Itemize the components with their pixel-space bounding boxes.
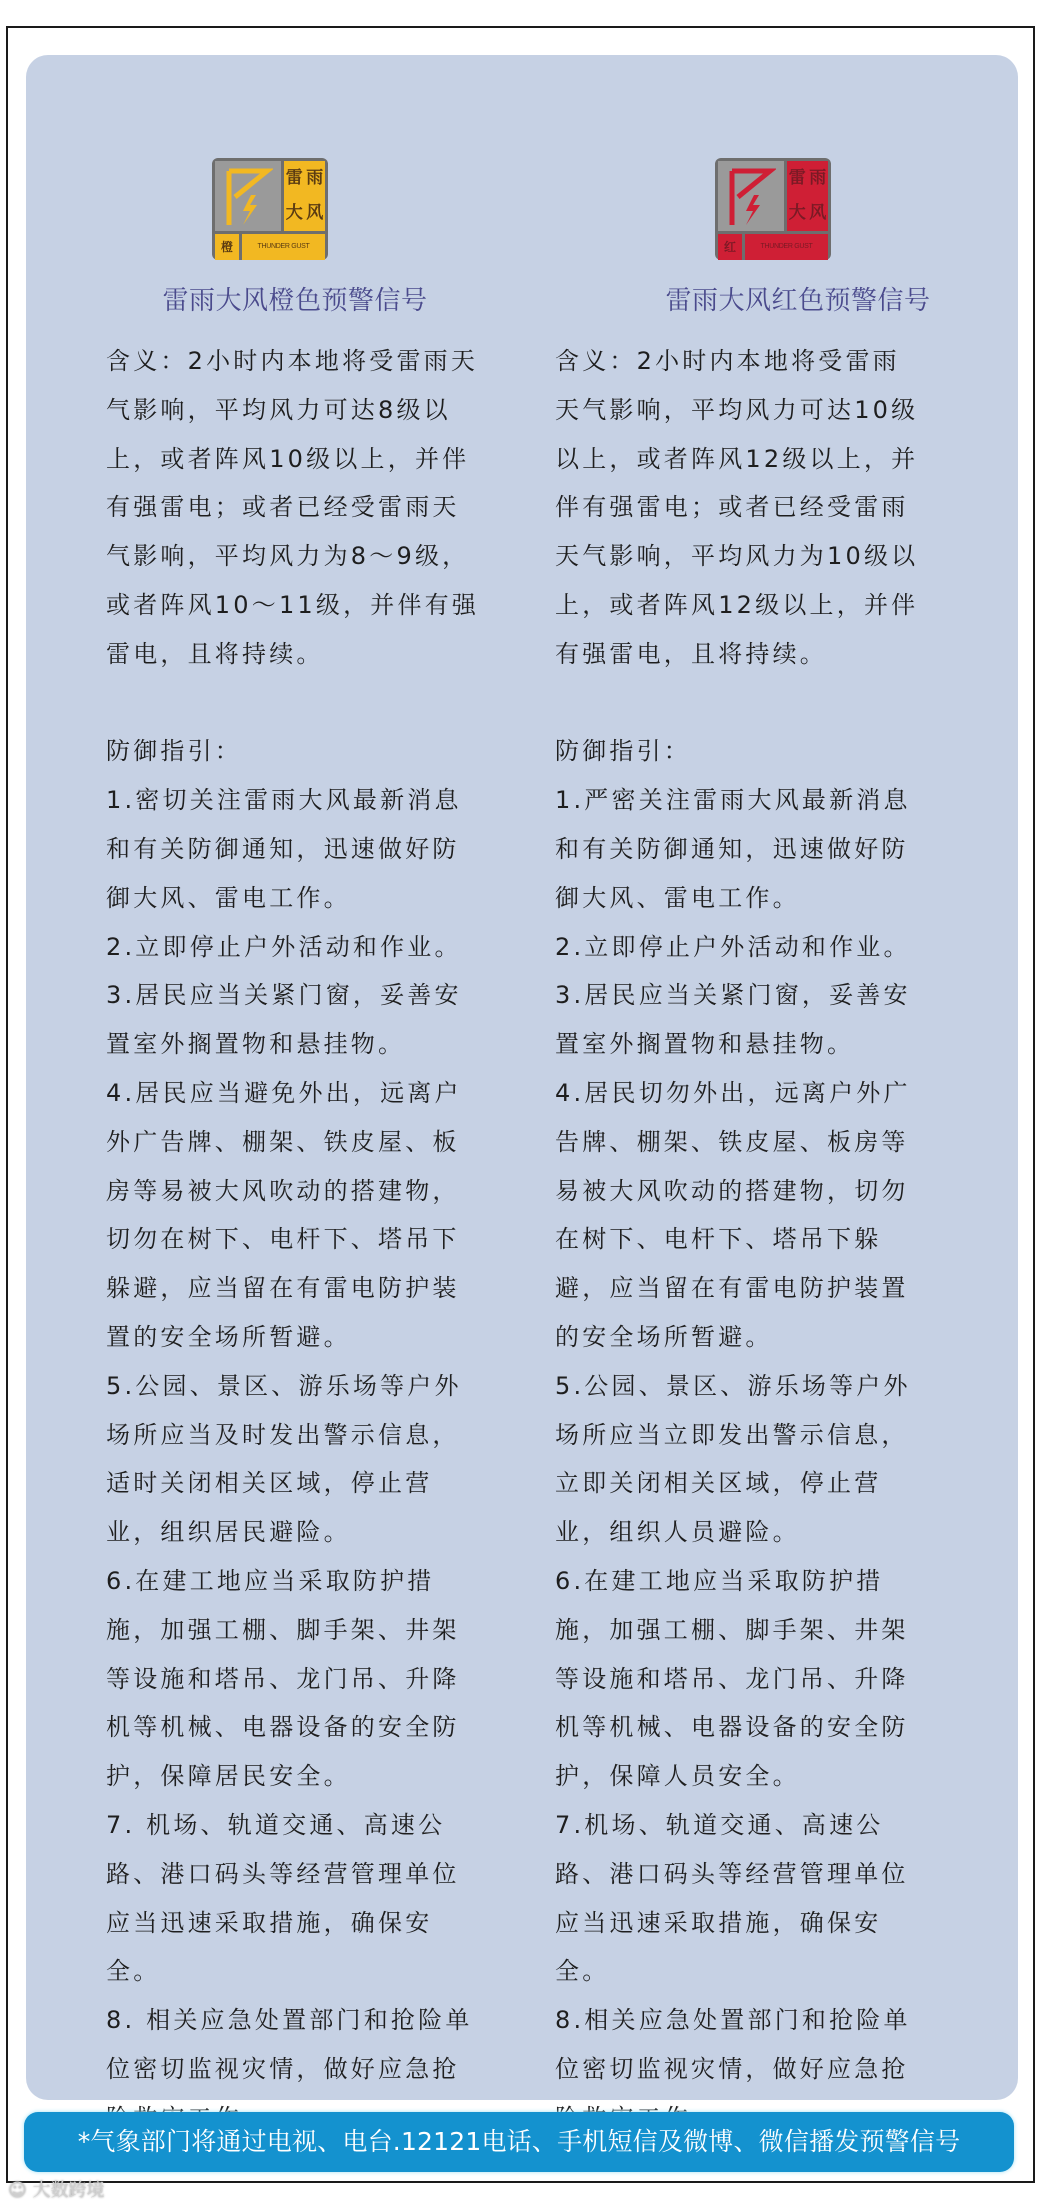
guide-line: 的安全场所暂避。 <box>555 1322 773 1351</box>
guide-line: 4.居民应当避免外出，远离户 <box>106 1078 462 1107</box>
guide-line: 位密切监视灾情，做好应急抢 <box>106 2054 460 2083</box>
guide-line: 房等易被大风吹动的搭建物， <box>106 1176 460 1205</box>
guide-line: 1.密切关注雷雨大风最新消息 <box>106 786 462 815</box>
guide-line: 全。 <box>555 1957 610 1986</box>
guide-line: 和有关防御通知，迅速做好防 <box>555 834 909 863</box>
sign-char: 风 <box>809 203 827 223</box>
meaning-line: 天气影响，平均风力为10级以 <box>555 542 919 571</box>
guide-line: 5.公园、景区、游乐场等户外 <box>106 1371 462 1400</box>
sign-char: 风 <box>306 203 324 223</box>
signal-description <box>106 337 536 2142</box>
guide-line: 4.居民切勿外出，远离户外广 <box>555 1078 911 1107</box>
guide-line: 业，组织人员避险。 <box>555 1518 800 1547</box>
meaning-line: 气影响，平均风力可达8级以 <box>106 395 451 424</box>
guide-line: 置室外搁置物和悬挂物。 <box>555 1030 855 1059</box>
watermark <box>8 2176 105 2202</box>
guide-line: 机等机械、电器设备的安全防 <box>555 1713 909 1742</box>
sign-char: 雷 <box>285 168 303 188</box>
guide-line: 立即关闭相关区域，停止营 <box>555 1469 882 1498</box>
watermark-logo-icon: ☺ <box>8 2180 27 2201</box>
meaning-line: 气影响，平均风力为8～9级， <box>106 542 470 571</box>
guide-line: 5.公园、景区、游乐场等户外 <box>555 1371 911 1400</box>
meaning-line: 含义：2小时内本地将受雷雨 <box>555 347 900 375</box>
meaning-line: 伴有强雷电；或者已经受雷雨 <box>555 493 909 522</box>
sign-english-label: THUNDER GUST <box>242 234 325 260</box>
guide-line: 1.严密关注雷雨大风最新消息 <box>555 786 911 815</box>
guide-line: 置室外搁置物和悬挂物。 <box>106 1030 406 1059</box>
guide-line: 6.在建工地应当采取防护措 <box>555 1566 884 1595</box>
sign-english-label: THUNDER GUST <box>745 234 828 260</box>
guide-line: 8.相关应急处置部门和抢险单 <box>555 2006 911 2035</box>
meaning-line: 有强雷电，且将持续。 <box>555 639 827 668</box>
signal-title: 雷雨大风红色预警信号 <box>665 286 931 316</box>
warning-signals-panel <box>26 55 1018 2100</box>
guide-line: 应当迅速采取措施，确保安 <box>555 1908 882 1937</box>
guide-line: 等设施和塔吊、龙门吊、升降 <box>106 1664 460 1693</box>
guide-line: 御大风、雷电工作。 <box>555 883 800 912</box>
guide-line: 全。 <box>106 1957 161 1986</box>
sign-char: 雨 <box>306 168 324 188</box>
guide-line: 等设施和塔吊、龙门吊、升降 <box>555 1664 909 1693</box>
watermark-text: 大数跨境 <box>32 2180 105 2201</box>
sign-char: 大 <box>285 203 303 223</box>
guide-line: 易被大风吹动的搭建物，切勿 <box>555 1176 909 1205</box>
guide-line: 外广告牌、棚架、铁皮屋、板 <box>106 1127 460 1156</box>
guide-line: 场所应当立即发出警示信息， <box>555 1420 909 1449</box>
meaning-line: 雷电，且将持续。 <box>106 639 324 668</box>
meaning-line: 以上，或者阵风12级以上，并 <box>555 444 919 473</box>
signal-description <box>555 337 995 2142</box>
guide-line: 2.立即停止户外活动和作业。 <box>106 932 462 961</box>
meaning-line: 或者阵风10～11级，并伴有强 <box>106 590 480 619</box>
meaning-line: 含义：2小时内本地将受雷雨天 <box>106 347 479 375</box>
guide-line: 躲避，应当留在有雷电防护装 <box>106 1274 460 1303</box>
guide-line: 和有关防御通知，迅速做好防 <box>106 834 460 863</box>
broadcast-notice-banner: *气象部门将通过电视、电台.12121电话、手机短信及微博、微信播发预警信号 <box>24 2112 1014 2172</box>
guide-line: 7. 机场、轨道交通、高速公 <box>106 1810 446 1839</box>
meaning-line: 上，或者阵风10级以上，并伴 <box>106 444 470 473</box>
sign-char: 雨 <box>809 168 827 188</box>
guide-heading: 防御指引： <box>555 737 691 766</box>
guide-line: 3.居民应当关紧门窗，妥善安 <box>555 981 911 1010</box>
guide-line: 7.机场、轨道交通、高速公 <box>555 1810 884 1839</box>
guide-line: 避，应当留在有雷电防护装置 <box>555 1274 909 1303</box>
meaning-line: 上，或者阵风12级以上，并伴 <box>555 590 919 619</box>
guide-line: 切勿在树下、电杆下、塔吊下 <box>106 1225 460 1254</box>
guide-line: 场所应当及时发出警示信息， <box>106 1420 460 1449</box>
guide-line: 3.居民应当关紧门窗，妥善安 <box>106 981 462 1010</box>
guide-line: 业，组织居民避险。 <box>106 1518 351 1547</box>
guide-heading: 防御指引： <box>106 737 242 766</box>
thunder-gust-orange-warning-icon <box>212 158 328 260</box>
guide-line: 8. 相关应急处置部门和抢险单 <box>106 2006 473 2035</box>
lightning-flag-icon <box>215 161 281 231</box>
meaning-line: 有强雷电；或者已经受雷雨天 <box>106 493 460 522</box>
sign-char: 大 <box>788 203 806 223</box>
guide-line: 御大风、雷电工作。 <box>106 883 351 912</box>
guide-line: 适时关闭相关区域，停止营 <box>106 1469 433 1498</box>
guide-line: 施，加强工棚、脚手架、井架 <box>106 1615 460 1644</box>
sign-char: 雷 <box>788 168 806 188</box>
signal-title: 雷雨大风橙色预警信号 <box>162 286 428 316</box>
guide-line: 路、港口码头等经营管理单位 <box>555 1859 909 1888</box>
sign-level-label: 橙 <box>215 234 239 260</box>
poster-frame <box>6 26 1035 2183</box>
guide-line: 路、港口码头等经营管理单位 <box>106 1859 460 1888</box>
guide-line: 应当迅速采取措施，确保安 <box>106 1908 433 1937</box>
guide-line: 施，加强工棚、脚手架、井架 <box>555 1615 909 1644</box>
guide-line: 机等机械、电器设备的安全防 <box>106 1713 460 1742</box>
meaning-line: 天气影响，平均风力可达10级 <box>555 395 919 424</box>
guide-line: 位密切监视灾情，做好应急抢 <box>555 2054 909 2083</box>
sign-level-label: 红 <box>718 234 742 260</box>
guide-line: 6.在建工地应当采取防护措 <box>106 1566 435 1595</box>
lightning-flag-icon <box>718 161 784 231</box>
guide-line: 告牌、棚架、铁皮屋、板房等 <box>555 1127 909 1156</box>
guide-line: 2.立即停止户外活动和作业。 <box>555 932 911 961</box>
guide-line: 在树下、电杆下、塔吊下躲 <box>555 1225 882 1254</box>
thunder-gust-red-warning-icon <box>715 158 831 260</box>
guide-line: 护，保障居民安全。 <box>106 1762 351 1791</box>
guide-line: 置的安全场所暂避。 <box>106 1322 351 1351</box>
guide-line: 护，保障人员安全。 <box>555 1762 800 1791</box>
